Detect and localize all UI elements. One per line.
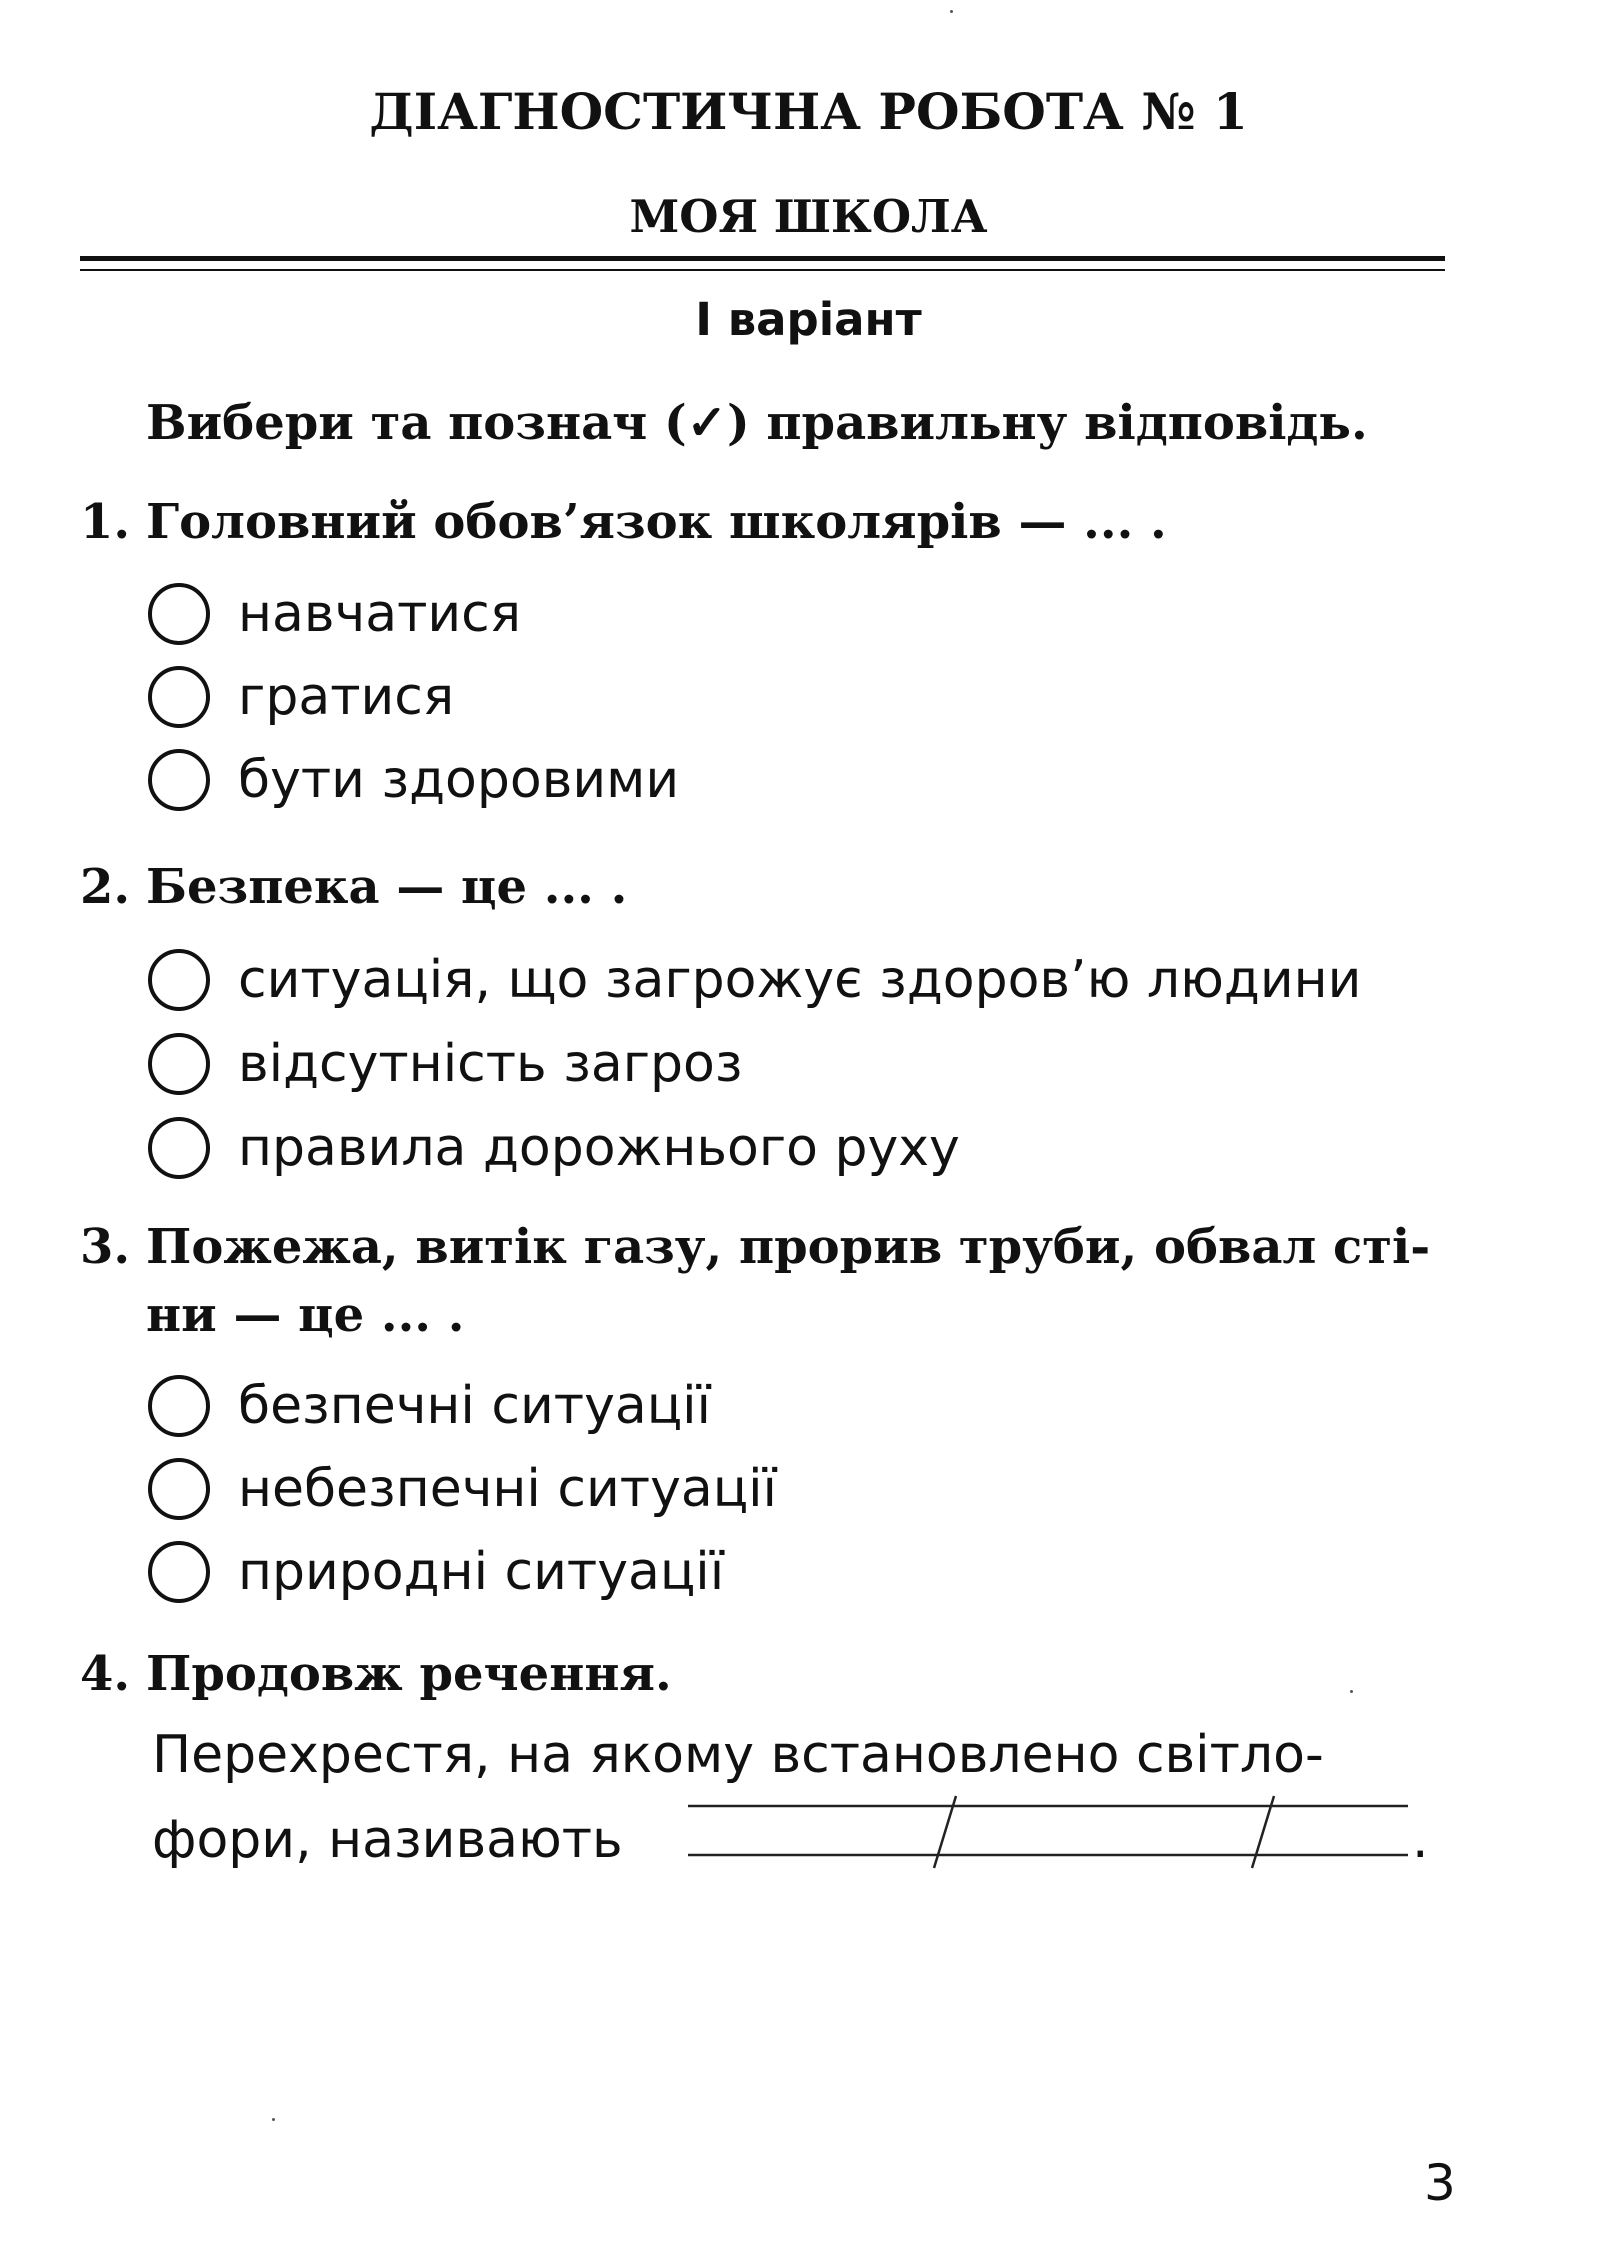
question-3 bbox=[80, 1213, 1430, 1349]
scan-speck bbox=[272, 2118, 275, 2121]
question-2 bbox=[80, 853, 627, 921]
page-subtitle: МОЯ ШКОЛА bbox=[629, 190, 988, 243]
option-label: відсутність загроз bbox=[238, 1034, 743, 1094]
option-label: ситуація, що загрожує здоров’ю людини bbox=[238, 950, 1362, 1010]
question-1 bbox=[80, 488, 1167, 556]
radio-circle-icon[interactable] bbox=[148, 666, 210, 728]
radio-circle-icon[interactable] bbox=[148, 583, 210, 645]
q1-option-3[interactable] bbox=[148, 744, 679, 816]
sentence-line-2: фори, називають bbox=[152, 1810, 623, 1870]
question-text: Головний обов’язок школярів — ... . bbox=[146, 494, 1167, 550]
instruction-text: Вибери та познач (✓) правильну відповідь. bbox=[146, 395, 1368, 451]
q3-option-3[interactable] bbox=[148, 1536, 724, 1608]
q1-option-2[interactable] bbox=[148, 661, 454, 733]
scan-speck bbox=[950, 10, 953, 13]
option-label: бути здоровими bbox=[238, 750, 680, 810]
option-label: гратися bbox=[238, 667, 455, 727]
q3-option-2[interactable] bbox=[148, 1453, 777, 1525]
option-label: навчатися bbox=[238, 584, 522, 644]
question-text-line-1: Пожежа, витік газу, прорив труби, обвал сті- bbox=[146, 1219, 1431, 1275]
radio-circle-icon[interactable] bbox=[148, 1117, 210, 1179]
question-text: Продовж речення. bbox=[146, 1646, 672, 1702]
header-divider-thick bbox=[80, 256, 1445, 261]
variant-heading: І варіант bbox=[695, 293, 922, 346]
radio-circle-icon[interactable] bbox=[148, 1541, 210, 1603]
question-number: 2. bbox=[80, 859, 131, 915]
question-number: 3. bbox=[80, 1219, 131, 1275]
radio-circle-icon[interactable] bbox=[148, 749, 210, 811]
header-divider-thin bbox=[80, 269, 1445, 271]
question-text: Безпека — це ... . bbox=[146, 859, 628, 915]
sentence-line-1: Перехрестя, на якому встановлено світло- bbox=[152, 1725, 1324, 1785]
q2-option-1[interactable] bbox=[148, 944, 1361, 1016]
radio-circle-icon[interactable] bbox=[148, 1375, 210, 1437]
answer-blank[interactable] bbox=[688, 1788, 1408, 1878]
question-number: 1. bbox=[80, 494, 131, 550]
page-title: ДІАГНОСТИЧНА РОБОТА № 1 bbox=[369, 82, 1248, 141]
option-label: безпечні ситуації bbox=[238, 1376, 712, 1436]
scan-speck bbox=[1350, 1690, 1353, 1693]
sentence-end: . bbox=[1412, 1810, 1429, 1870]
radio-circle-icon[interactable] bbox=[148, 949, 210, 1011]
option-label: правила дорожнього руху bbox=[238, 1118, 960, 1178]
q2-option-3[interactable] bbox=[148, 1112, 960, 1184]
question-number: 4. bbox=[80, 1646, 131, 1702]
option-label: природні ситуації bbox=[238, 1542, 725, 1602]
q1-option-1[interactable] bbox=[148, 578, 521, 650]
option-label: небезпечні ситуації bbox=[238, 1459, 777, 1519]
page-number: 3 bbox=[1424, 2154, 1456, 2212]
q2-option-2[interactable] bbox=[148, 1028, 743, 1100]
q3-option-1[interactable] bbox=[148, 1370, 711, 1442]
radio-circle-icon[interactable] bbox=[148, 1033, 210, 1095]
question-text-line-2: ни — це ... . bbox=[146, 1287, 465, 1343]
question-4 bbox=[80, 1640, 672, 1708]
radio-circle-icon[interactable] bbox=[148, 1458, 210, 1520]
